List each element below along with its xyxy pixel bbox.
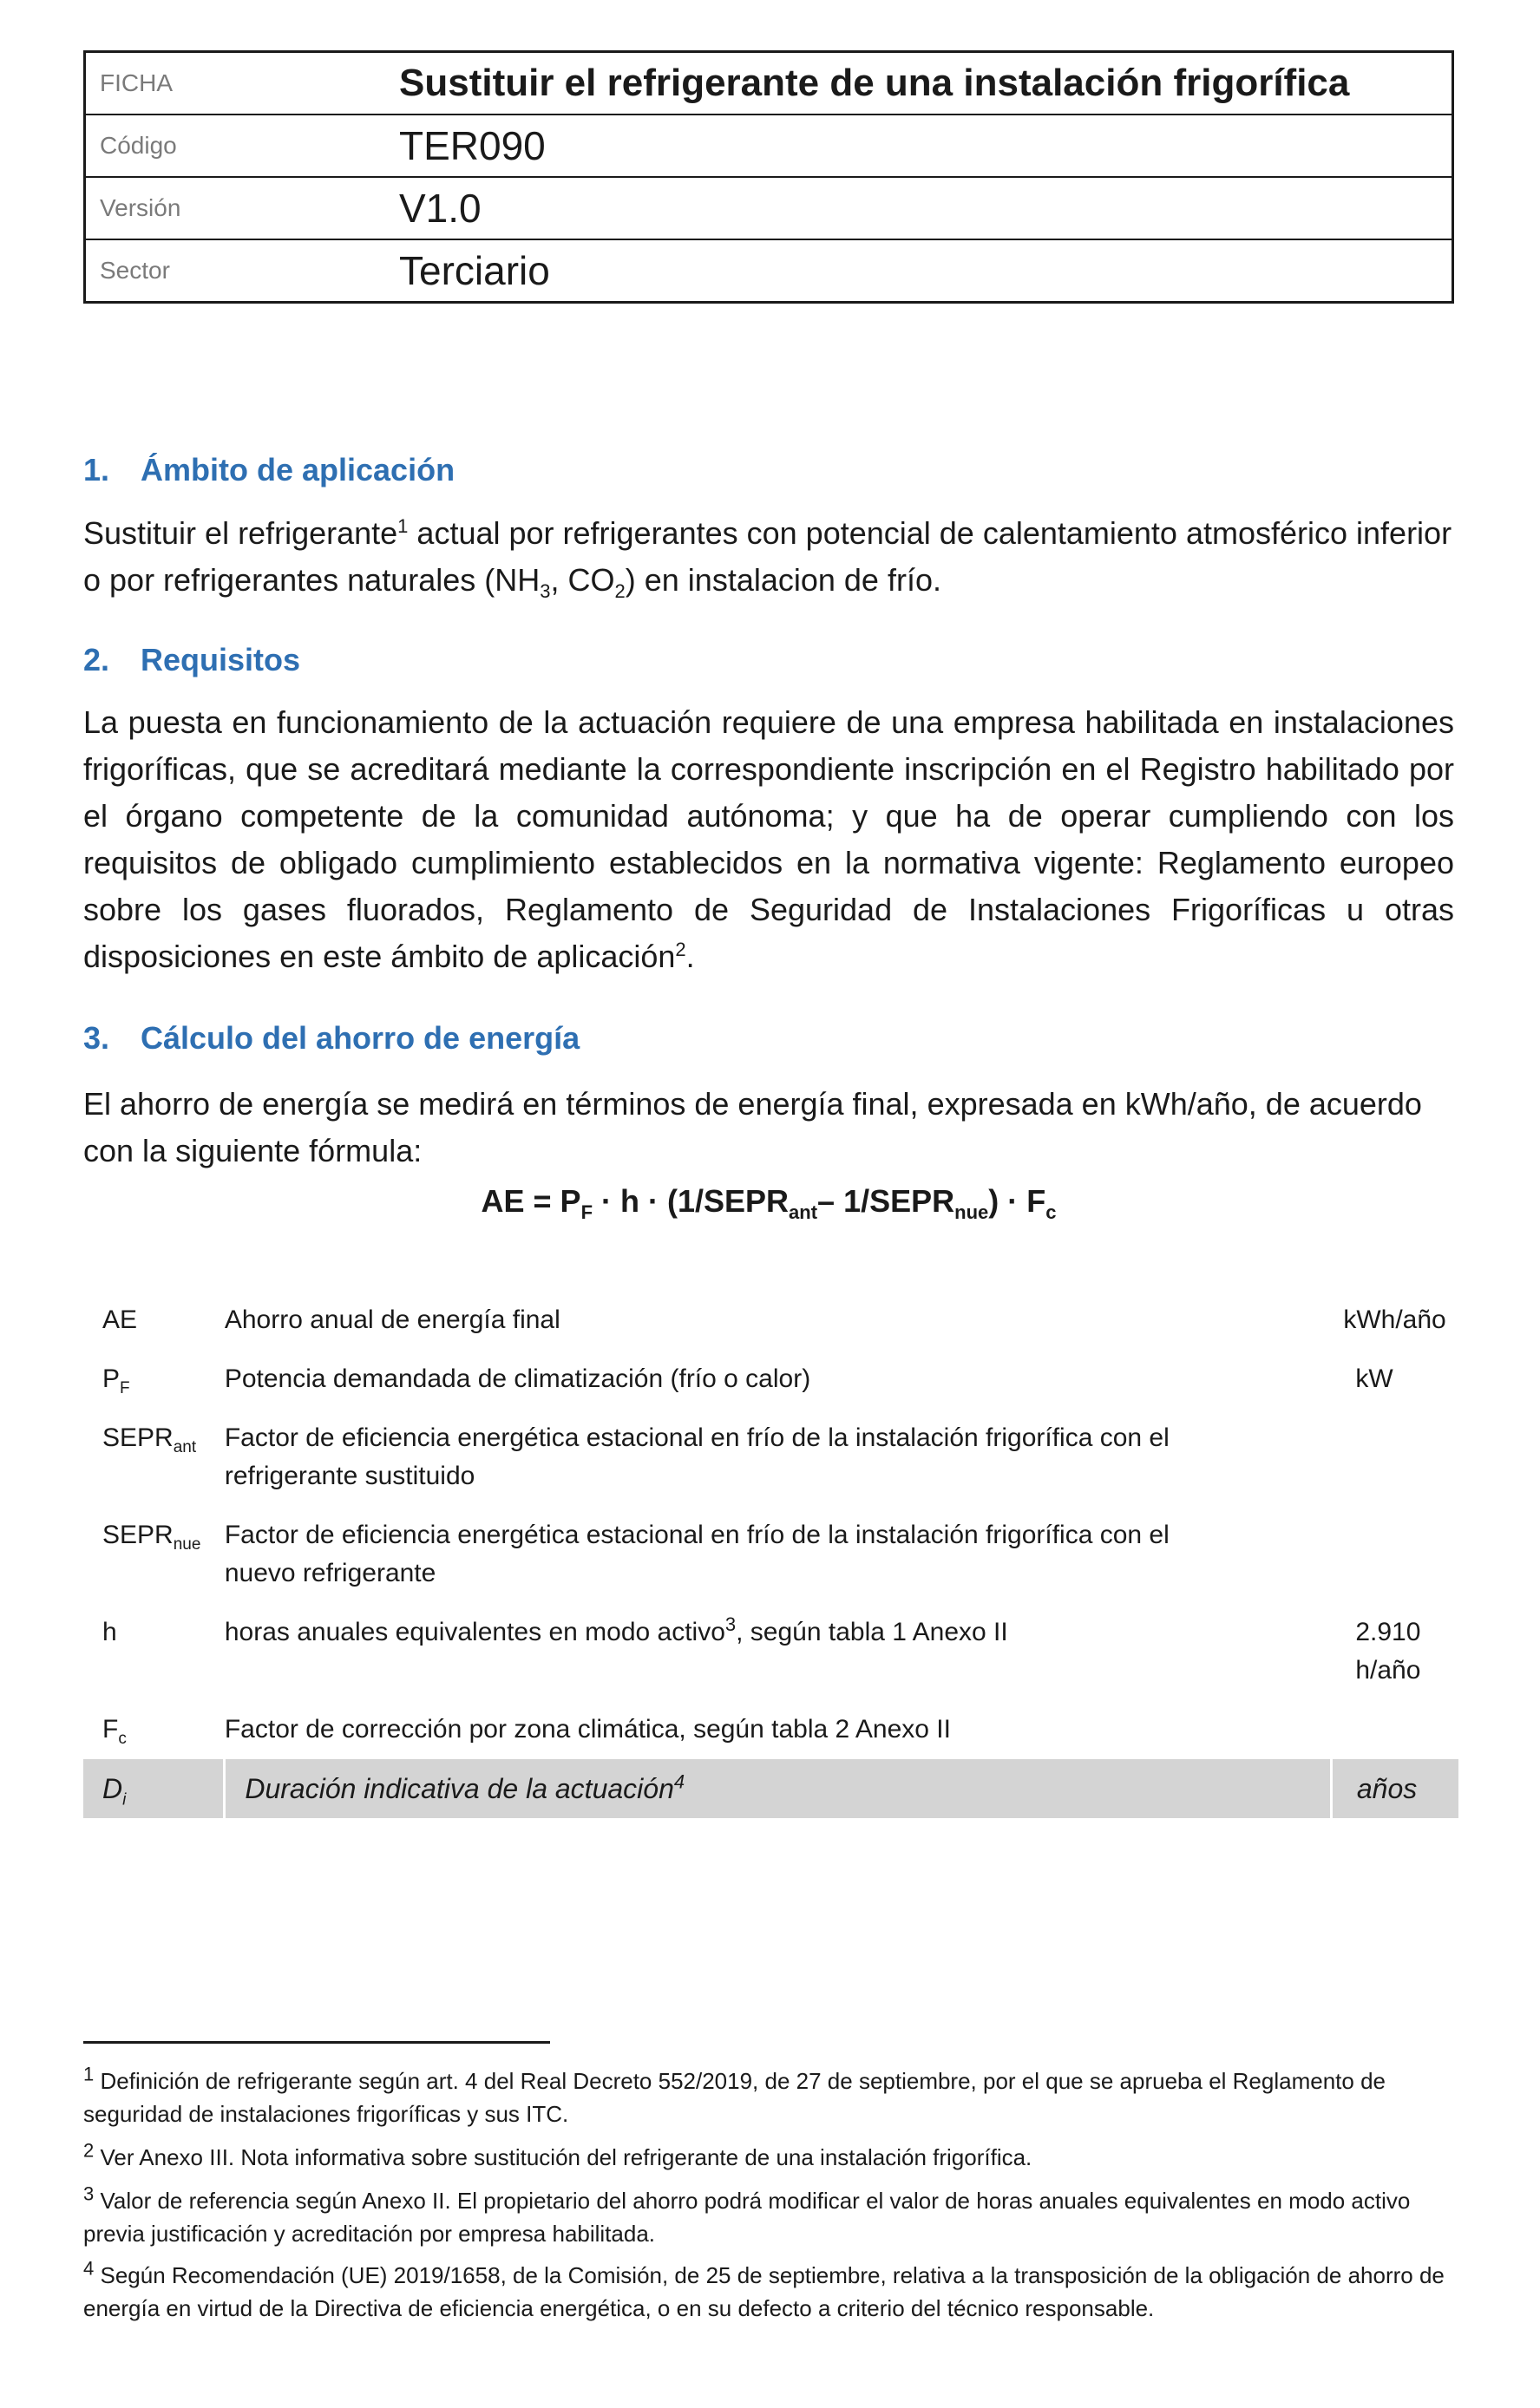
ficha-header-table [83,50,1454,304]
footnote-ref: 3 [724,1613,737,1635]
formula-subscript: nue [954,1201,989,1224]
symbol-text: D [102,1773,123,1804]
variable-symbol [83,1350,225,1409]
section-1-heading [83,452,455,488]
sector-value: Terciario [382,239,1453,303]
variable-row [83,1603,1458,1700]
symbol-subscript: ant [173,1438,197,1456]
ficha-title: Sustituir el refrigerante de una instalación frigorífica [382,52,1453,115]
variable-symbol [83,1759,225,1818]
variable-row [83,1700,1458,1759]
codigo-row [85,115,1453,177]
variable-symbol [83,1700,225,1759]
symbol-text: F [102,1715,119,1744]
variable-unit [1331,1409,1458,1506]
section-1-text [83,510,1454,604]
sector-label: Sector [85,239,383,303]
symbol-subscript: i [122,1790,127,1809]
footnote-ref: 2 [675,939,686,960]
text-run: actual por refrigerantes con potencial de calentamiento atmosférico inferior o por refrigerantes naturales (NH [83,515,1452,598]
footnote-text: Definición de refrigerante según art. 4 del Real Decreto 552/2019, de 27 de septiembre, por el que se aprueba el Reglamento de seguridad de instalaciones frigoríficas y sus ITC. [83,2068,1386,2127]
text-run: ) en instalacion de frío. [625,562,941,598]
section-title: Cálculo del ahorro de energía [141,1020,580,1056]
document-page [83,50,1454,2321]
symbol-text: SEPR [102,1521,174,1549]
variable-unit: kW [1355,1364,1393,1393]
subscript: 2 [614,580,626,603]
footnote-text: Ver Anexo III. Nota informativa sobre sustitución del refrigerante de una instalación frigorífica. [100,2144,1032,2170]
footnote-ref: 4 [673,1770,685,1793]
footnote-mark: 4 [83,2257,95,2280]
variable-row [83,1506,1458,1603]
description-text: Duración indicativa de la actuación [245,1773,674,1804]
symbol-text: h [102,1618,117,1646]
section-2-text [83,699,1454,980]
variable-description: Potencia demandada de climatización (frío o calor) [224,1364,811,1393]
variable-row-highlighted [83,1759,1458,1818]
text-run: , CO [550,562,615,598]
variable-description [225,1603,1332,1700]
version-label: Versión [85,177,383,239]
section-number: 1. [83,452,110,487]
footnote-mark: 2 [83,2139,95,2162]
section-3-heading [83,1020,580,1057]
footnote [83,2141,1458,2174]
formula-part: · h · (1/SEPR [593,1183,790,1219]
footnote-text: Según Recomendación (UE) 2019/1658, de la Comisión, de 25 de septiembre, relativa a la transposición de la obligación de ahorro de energía en virtud de la Directiva de eficiencia energética, o en su defecto a criterio del técnico responsable. [83,2262,1445,2321]
description-text: , según tabla 1 Anexo II [736,1618,1008,1646]
codigo-value: TER090 [382,115,1453,177]
footnote-mark: 1 [83,2063,95,2085]
variable-unit [1331,1700,1458,1759]
text-run: . [685,939,695,974]
symbol-subscript: F [120,1379,130,1397]
section-2-heading [83,642,300,678]
text-run: La puesta en funcionamiento de la actuación requiere de una empresa habilitada en instalaciones frigoríficas, que se acreditará mediante la correspondiente inscripción en el Registro habilitado por el órgano competente de la comunidad autónoma; y que ha de operar cumpliendo con los requisitos de obligado cumplimiento establecidos en la normativa vigente: Reglamento europeo sobre los gases fluorados, Reglamento de Seguridad de Instalaciones Frigoríficas u otras disposiciones en este ámbito de aplicación [83,704,1454,974]
footnote [83,2184,1458,2250]
variable-description: Ahorro anual de energía final [224,1305,560,1334]
formula-subscript: F [580,1201,593,1224]
formula-subscript: c [1045,1201,1057,1224]
footnote [83,2064,1458,2130]
section-title: Ámbito de aplicación [141,452,455,487]
sector-row [85,239,1453,303]
section-number: 2. [83,642,110,677]
ficha-row [85,52,1453,115]
formula-part: – 1/SEPR [817,1183,955,1219]
symbol-text: SEPR [102,1423,174,1452]
variable-unit [1331,1506,1458,1603]
footnote-mark: 3 [83,2182,95,2205]
symbol-text: AE [102,1305,138,1334]
variable-unit: años [1331,1759,1458,1818]
formula-part: ) · F [988,1183,1046,1219]
variable-row [83,1350,1458,1409]
variable-description: Factor de eficiencia energética estacional en frío de la instalación frigorífica con el refrigerante sustituido [224,1423,1170,1490]
section-title: Requisitos [141,642,301,677]
variable-row [83,1291,1458,1350]
variables-table [83,1291,1458,1818]
variable-symbol [83,1603,225,1700]
variable-description: Factor de corrección por zona climática, según tabla 2 Anexo II [224,1715,951,1744]
codigo-label: Código [85,115,383,177]
variable-row [83,1409,1458,1506]
variable-symbol [83,1506,225,1603]
symbol-subscript: nue [173,1535,201,1554]
ficha-label: FICHA [85,52,383,115]
symbol-subscript: c [118,1730,127,1748]
text-run: Sustituir el refrigerante [83,515,398,551]
subscript: 3 [540,580,551,603]
variable-description [225,1759,1332,1818]
footnote-ref: 1 [397,515,409,537]
variable-unit: kWh/año [1343,1305,1446,1334]
variable-description: Factor de eficiencia energética estacional en frío de la instalación frigorífica con el nuevo refrigerante [224,1521,1170,1587]
formula-part: AE = P [481,1183,581,1219]
version-row [85,177,1453,239]
symbol-text: P [102,1364,121,1393]
variable-symbol [83,1409,225,1506]
footnote [83,2259,1458,2325]
version-value: V1.0 [382,177,1453,239]
formula-subscript: ant [789,1201,818,1224]
footnote-separator [83,2041,550,2044]
text-run: El ahorro de energía se medirá en términos de energía final, expresada en kWh/año, de acuerdo con la siguiente fórmula: [83,1086,1422,1168]
energy-savings-formula [83,1183,1454,1224]
section-3-text [83,1081,1454,1175]
description-text: horas anuales equivalentes en modo activo [224,1618,725,1646]
variable-unit: 2.910 h/año [1355,1618,1421,1685]
variable-symbol [83,1291,225,1350]
section-number: 3. [83,1020,110,1056]
footnote-text: Valor de referencia según Anexo II. El propietario del ahorro podrá modificar el valor de horas anuales equivalentes en modo activo previa justificación y acreditación por empresa habilitada. [83,2188,1411,2247]
